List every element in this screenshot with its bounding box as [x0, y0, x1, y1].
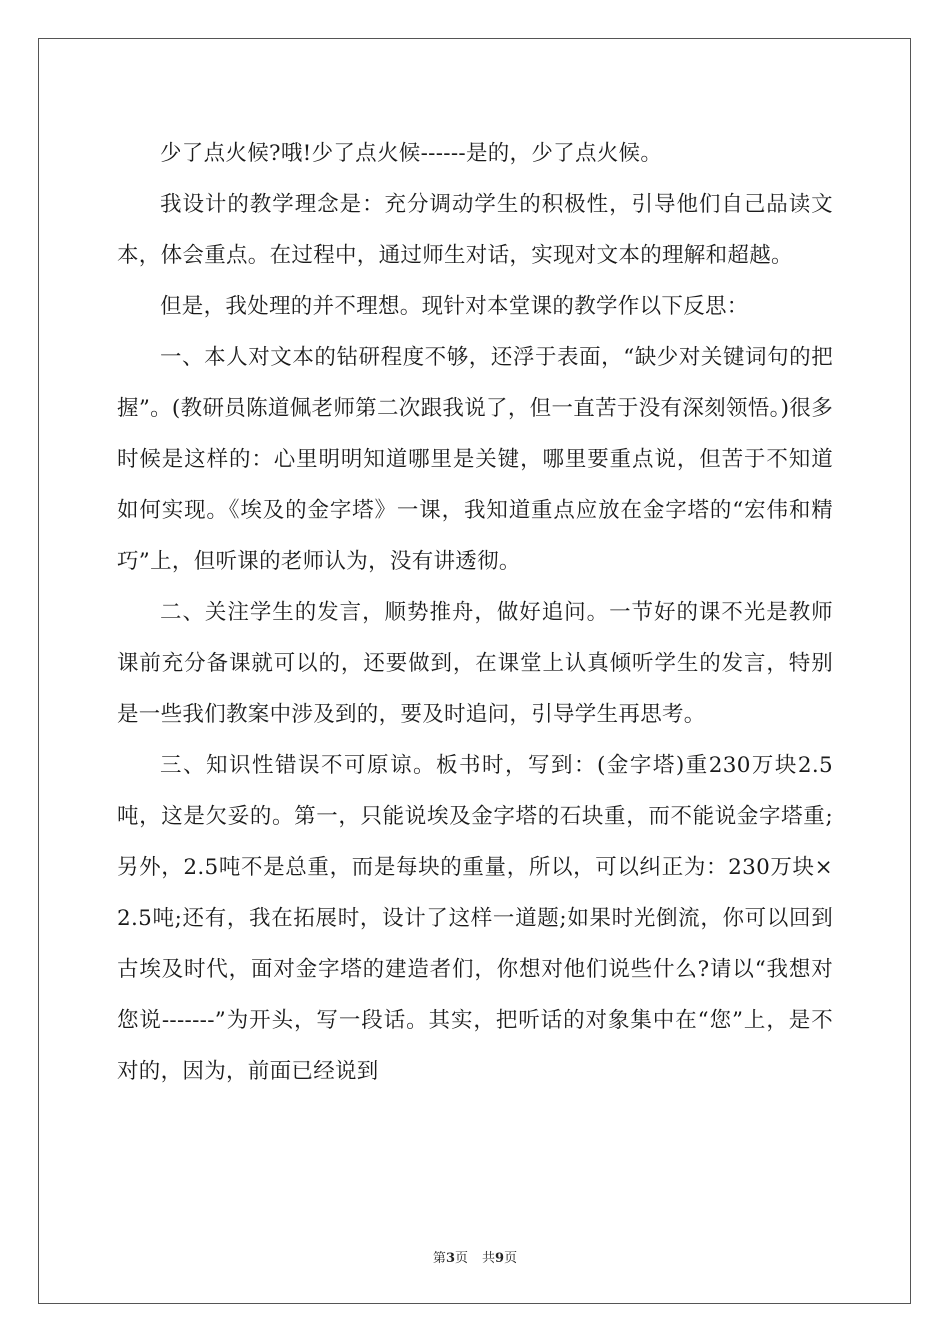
total-suffix: 页: [504, 1251, 518, 1266]
page-prefix: 第: [432, 1251, 446, 1266]
paragraph-6: 三、知识性错误不可原谅。板书时，写到：(金字塔)重230万块2.5吨，这是欠妥的。第一，只能说埃及金字塔的石块重，而不能说金字塔重;另外，2.5吨不是总重，而是每块的重量，所以，可以纠正为：230万块×2.5吨;还有，我在拓展时，设计了这样一道题;如果时光倒流，你可以回到古埃及时代，面对金字塔的建造者们，你想对他们说些什么?请以“我想对您说-------”为开头，写一段话。其实，把听话的对象集中在“您”上，是不对的，因为，前面已经说到: [117, 753, 833, 1084]
total-pages: 9: [495, 1251, 505, 1266]
paragraph-5: 二、关注学生的发言，顺势推舟，做好追问。一节好的课不光是教师课前充分备课就可以的，还要做到，在课堂上认真倾听学生的发言，特别是一些我们教案中涉及到的，要及时追问，引导学生再思考。: [117, 600, 833, 727]
current-page: 3: [445, 1251, 455, 1266]
paragraph-1: 少了点火候?哦!少了点火候------是的，少了点火候。: [160, 141, 663, 166]
paragraph-3: 但是，我处理的并不理想。现针对本堂课的教学作以下反思：: [160, 294, 749, 319]
paragraph-2: 我设计的教学理念是：充分调动学生的积极性，引导他们自己品读文本，体会重点。在过程中，通过师生对话，实现对文本的理解和超越。: [117, 192, 833, 268]
document-body: [117, 128, 833, 1097]
page-number: [433, 1251, 468, 1266]
page-suffix: 页: [454, 1251, 468, 1266]
page-footer: [0, 1247, 950, 1266]
page-total: [482, 1251, 517, 1266]
total-prefix: 共: [482, 1251, 496, 1266]
paragraph-4: 一、本人对文本的钻研程度不够，还浮于表面，“缺少对关键词句的把握”。(教研员陈道佩老师第二次跟我说了，但一直苦于没有深刻领悟。)很多时候是这样的：心里明明知道哪里是关键，哪里要重点说，但苦于不知道如何实现。《埃及的金字塔》一课，我知道重点应放在金字塔的“宏伟和精巧”上，但听课的老师认为，没有讲透彻。: [117, 345, 833, 574]
